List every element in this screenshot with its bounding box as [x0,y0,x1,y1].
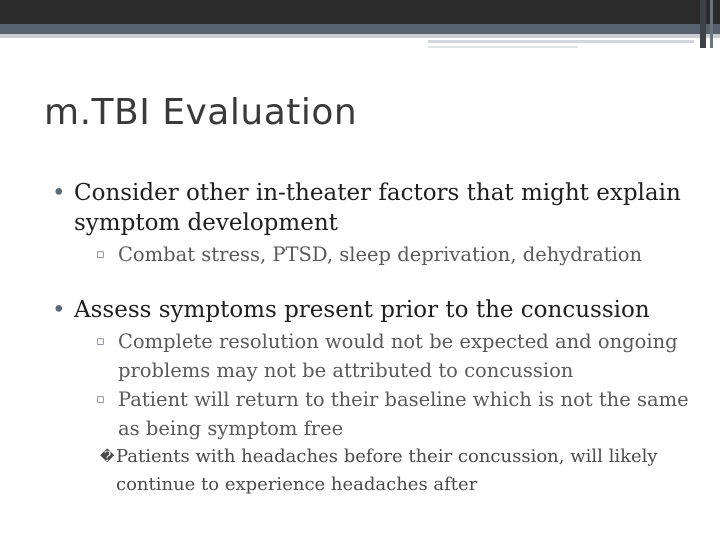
bullet-item [52,295,692,325]
sub-bullet-text: Complete resolution would not be expected and ongoing problems may not be attributed to concussion [118,330,678,382]
bullet-icon: • [52,180,66,206]
sub-bullet-item [74,385,692,443]
slide-body [52,178,692,499]
sub-sub-bullet-item [52,443,692,499]
header-band-light [0,34,720,38]
header-vertical-accent [700,0,706,48]
bullet-item [52,178,692,238]
sub-bullet-text: Patient will return to their baseline which is not the same as being symptom free [118,388,689,440]
bullet-text: Assess symptoms present prior to the concussion [74,297,650,323]
header-accent-line [428,40,694,43]
sub-bullet-item [74,327,692,385]
bullet-icon: • [52,297,66,323]
sub-bullet-text: Combat stress, PTSD, sleep deprivation, dehydration [118,243,643,266]
sub-bullet-item [74,240,692,269]
header-band-dark [0,0,720,24]
sub-bullet-icon: ▫ [96,334,105,349]
header-accent-line-short [428,46,578,48]
header-band-slate [0,24,720,34]
header-vertical-accent-thin [710,0,713,48]
missing-glyph-icon: � [100,449,115,465]
sub-bullet-icon: ▫ [96,247,105,262]
slide-title: m.TBI Evaluation [44,92,358,133]
sub-bullet-icon: ▫ [96,392,105,407]
bullet-text: Consider other in-theater factors that might explain symptom development [74,180,681,236]
sub-sub-bullet-text: Patients with headaches before their concussion, will likely continue to experience headaches after [116,446,658,495]
